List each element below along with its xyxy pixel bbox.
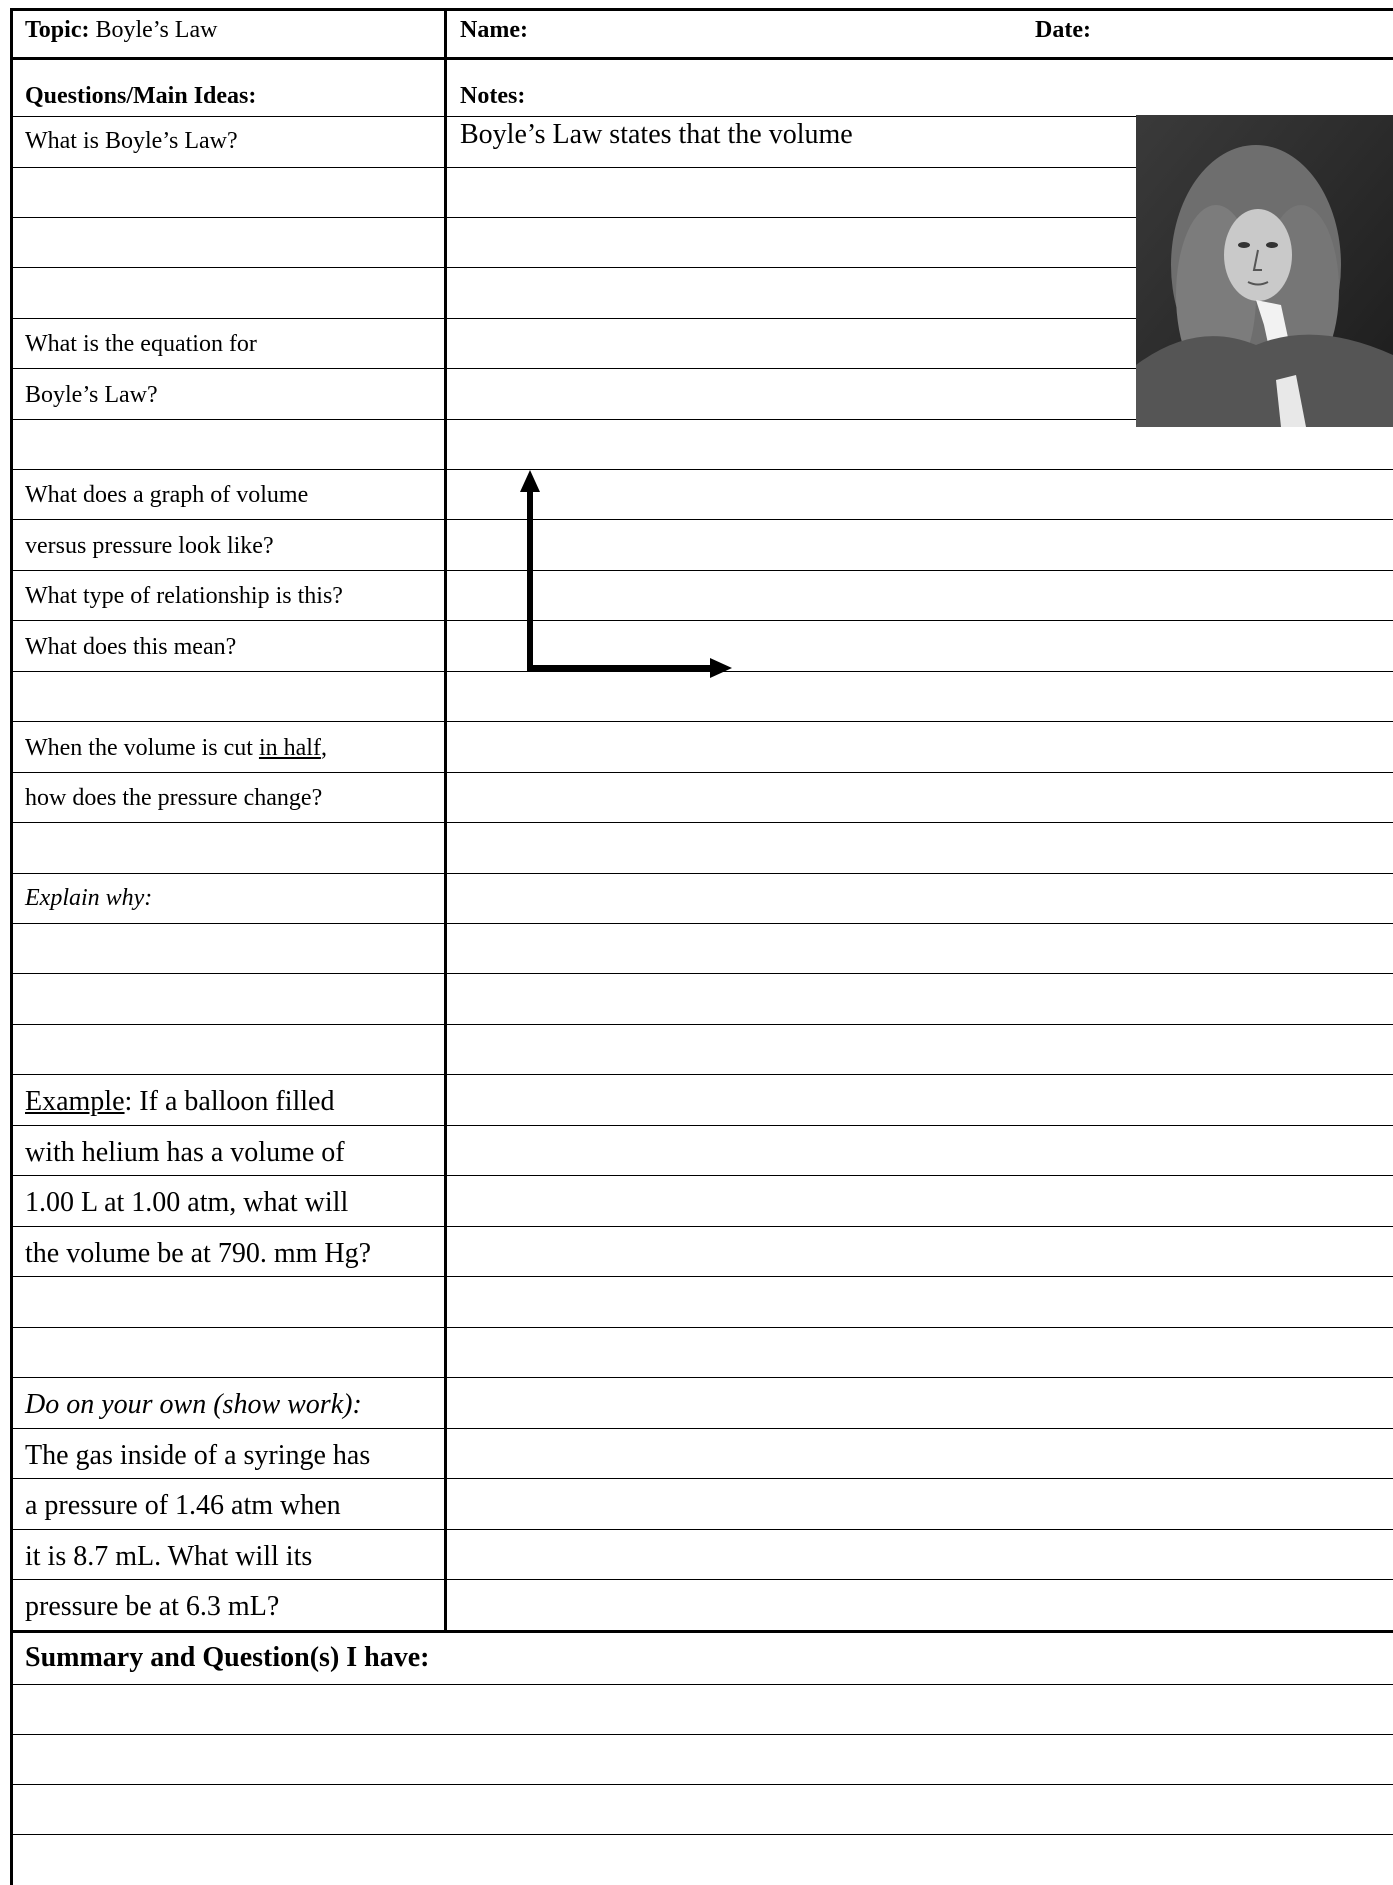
question-relationship: What type of relationship is this? — [25, 583, 343, 609]
rule — [10, 772, 1393, 773]
notes-first-line: Boyle’s Law states that the volume — [460, 119, 853, 150]
y-axis-arrowhead — [520, 470, 540, 492]
question-graph: What does a graph of volume — [25, 482, 309, 508]
rule — [10, 923, 1393, 924]
notes-header: Notes: — [460, 83, 526, 109]
rule — [10, 1276, 1393, 1277]
question-half-volume-cont: how does the pressure change? — [25, 785, 323, 811]
rule — [10, 973, 1393, 974]
own-line-4: pressure be at 6.3 mL? — [25, 1591, 280, 1622]
question-equation: What is the equation for — [25, 331, 257, 357]
column-divider — [444, 8, 447, 1632]
topic-label: Topic: Boyle’s Law — [25, 17, 218, 43]
rule — [10, 1024, 1393, 1025]
summary-divider — [10, 1630, 1393, 1633]
rule — [10, 1784, 1393, 1785]
x-axis-arrowhead — [710, 658, 732, 678]
rule — [10, 1734, 1393, 1735]
rule — [10, 1175, 1393, 1176]
question-boyles-law: What is Boyle’s Law? — [25, 128, 238, 154]
rule — [10, 1428, 1393, 1429]
rule — [10, 1529, 1393, 1530]
rule — [10, 1579, 1393, 1580]
rule — [10, 1226, 1393, 1227]
rule — [10, 1125, 1393, 1126]
own-line-2: a pressure of 1.46 atm when — [25, 1490, 341, 1521]
question-meaning: What does this mean? — [25, 634, 237, 660]
summary-label: Summary and Question(s) I have: — [25, 1642, 430, 1673]
example-line-3: 1.00 L at 1.00 atm, what will — [25, 1187, 349, 1218]
rule — [10, 822, 1393, 823]
rule — [10, 1684, 1393, 1685]
question-graph-cont: versus pressure look like? — [25, 533, 274, 559]
own-line-3: it is 8.7 mL. What will its — [25, 1541, 313, 1572]
robert-boyle-portrait — [1136, 115, 1393, 427]
example-line-4: the volume be at 790. mm Hg? — [25, 1238, 372, 1269]
own-line-1: The gas inside of a syringe has — [25, 1440, 371, 1471]
date-label: Date: — [1035, 17, 1091, 43]
example-line-1: Example: If a balloon filled — [25, 1086, 335, 1117]
rule — [10, 1074, 1393, 1075]
do-on-your-own: Do on your own (show work): — [25, 1389, 362, 1420]
name-label: Name: — [460, 17, 528, 43]
rule — [10, 1377, 1393, 1378]
graph-axes — [510, 468, 740, 683]
rule — [10, 873, 1393, 874]
explain-why: Explain why: — [25, 885, 153, 911]
questions-header: Questions/Main Ideas: — [25, 83, 257, 109]
rule — [10, 721, 1393, 722]
example-line-2: with helium has a volume of — [25, 1137, 345, 1168]
question-equation-cont: Boyle’s Law? — [25, 382, 158, 408]
question-half-volume: When the volume is cut in half, — [25, 735, 327, 761]
header-divider — [10, 57, 1393, 60]
rule — [10, 1834, 1393, 1835]
rule — [10, 1327, 1393, 1328]
rule — [10, 1478, 1393, 1479]
